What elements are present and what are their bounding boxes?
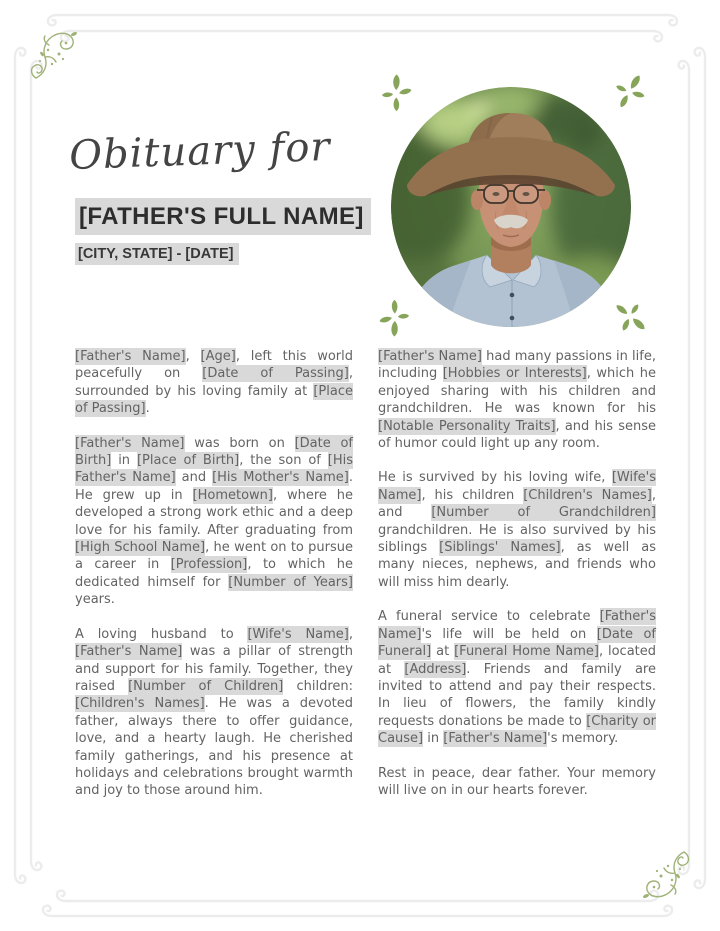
text-run: years. bbox=[75, 592, 115, 608]
text-run: , bbox=[185, 349, 201, 364]
text-run: , which he enjoyed sharing with his children and grandchildren. He was known for his bbox=[378, 366, 656, 417]
placeholder-highlight: [Father's Name] bbox=[443, 731, 548, 747]
text-run: , the son of bbox=[239, 453, 328, 469]
text-run: , and his sense of humor could light up any room. bbox=[378, 418, 656, 452]
placeholder-highlight: [Children's Names] bbox=[75, 696, 205, 712]
placeholder-highlight: [Father's Name] bbox=[378, 349, 482, 364]
text-run: 's memory. bbox=[547, 731, 619, 747]
text-run: in bbox=[423, 731, 444, 747]
text-run: . He was a devoted father, always there to offer guidance, love, and a hearty laugh. He cherished family gatherings, and his presence at holidays and celebrations brought warmth and joy to those around him. bbox=[75, 696, 353, 799]
obituary-paragraph bbox=[378, 765, 656, 800]
text-run: grandchildren. He is also survived by his siblings bbox=[378, 522, 656, 556]
obituary-column-left bbox=[75, 348, 353, 817]
deceased-name-heading bbox=[75, 203, 371, 231]
placeholder-highlight: [Hobbies or Interests] bbox=[442, 366, 587, 382]
placeholder-highlight: [Funeral Home Name] bbox=[454, 644, 599, 660]
placeholder-highlight: [Date of Passing] bbox=[202, 366, 349, 382]
placeholder-highlight: [Charity or Cause] bbox=[378, 713, 656, 747]
text-run: , bbox=[348, 626, 354, 642]
placeholder-highlight: [His Mother's Name] bbox=[212, 470, 349, 486]
text-run: , and bbox=[378, 487, 656, 521]
text-run: , where he developed a strong work ethic and a deep love for his family. After graduating from bbox=[75, 487, 354, 538]
leaf-sprig-icon-bottom-left bbox=[373, 296, 416, 341]
text-run: , surrounded by his loving family at bbox=[75, 366, 353, 399]
text-run: 's life will be held on bbox=[421, 626, 597, 642]
portrait-photo-image bbox=[391, 87, 631, 327]
placeholder-highlight: [Father's Name] bbox=[75, 349, 186, 364]
placeholder-highlight: [Father's Name] bbox=[75, 435, 185, 451]
city-date-placeholder-highlight: [CITY, STATE] - [DATE] bbox=[75, 243, 239, 265]
placeholder-highlight: [Siblings' Names] bbox=[439, 540, 561, 556]
text-run: and bbox=[175, 470, 213, 486]
obituary-paragraph bbox=[75, 626, 353, 800]
leaf-sprig-icon-bottom-right bbox=[611, 300, 650, 335]
placeholder-highlight: [Notable Personality Traits] bbox=[378, 418, 556, 434]
placeholder-highlight: [Profession] bbox=[170, 557, 248, 573]
text-run: , he went on to pursue a career in bbox=[75, 540, 354, 573]
text-run: . Friends and family are invited to attend and pay their respects. In lieu of flowers, the family kindly requests donations be made to bbox=[378, 661, 656, 729]
text-run: He is survived by his loving wife, bbox=[378, 470, 612, 486]
placeholder-highlight: [Children's Names] bbox=[523, 487, 652, 503]
text-run: A loving husband to bbox=[75, 626, 248, 642]
placeholder-highlight: [Number of Years] bbox=[228, 574, 353, 590]
placeholder-highlight: [Date of Funeral] bbox=[378, 626, 657, 660]
text-run: . He grew up in bbox=[75, 470, 353, 503]
leaf-sprig-icon-top-right bbox=[615, 74, 645, 109]
placeholder-highlight: [Number of Children] bbox=[128, 678, 284, 694]
text-run: had many passions in life, including bbox=[378, 349, 656, 382]
text-run: in bbox=[111, 453, 137, 469]
placeholder-highlight: [Place of Birth] bbox=[136, 453, 240, 469]
corner-flourish-icon-top-left bbox=[32, 31, 78, 78]
obituary-paragraph bbox=[378, 469, 656, 591]
portrait-photo bbox=[391, 87, 631, 327]
text-run: , his children bbox=[421, 487, 524, 503]
placeholder-highlight: [Place of Passing] bbox=[75, 383, 353, 417]
placeholder-highlight: [Age] bbox=[200, 349, 236, 364]
text-run: was a pillar of strength and support for his family. Together, they raised bbox=[75, 644, 354, 694]
text-run: . bbox=[145, 401, 150, 417]
text-run: children: bbox=[283, 678, 353, 694]
text-run: Rest in peace, dear father. Your memory will live on in our hearts forever. bbox=[378, 765, 656, 798]
script-title: Obituary for bbox=[68, 123, 332, 179]
placeholder-highlight: [Date of Birth] bbox=[75, 435, 354, 469]
text-run: , as well as many nieces, nephews, and friends who will miss him dearly. bbox=[378, 540, 656, 590]
leaf-sprig-icon-top-left bbox=[375, 70, 418, 115]
obituary-paragraph bbox=[378, 348, 656, 452]
text-run: was born on bbox=[184, 435, 295, 451]
placeholder-highlight: [Number of Grandchildren] bbox=[431, 505, 656, 521]
placeholder-highlight: [Father's Name] bbox=[378, 609, 656, 642]
text-run: A funeral service to celebrate bbox=[378, 609, 600, 625]
placeholder-highlight: [Address] bbox=[404, 661, 467, 677]
placeholder-highlight: [His Father's Name] bbox=[75, 453, 353, 486]
obituary-paragraph bbox=[75, 348, 353, 418]
name-placeholder-highlight: [FATHER'S FULL NAME] bbox=[75, 198, 371, 235]
placeholder-highlight: [Wife's Name] bbox=[247, 626, 349, 642]
text-run: at bbox=[431, 644, 455, 660]
obituary-paragraph bbox=[378, 608, 656, 747]
placeholder-highlight: [Wife's Name] bbox=[378, 470, 656, 503]
obituary-paragraph bbox=[75, 435, 353, 609]
placeholder-highlight: [High School Name] bbox=[75, 540, 206, 556]
text-run: , located at bbox=[378, 644, 657, 677]
placeholder-highlight: [Father's Name] bbox=[75, 644, 183, 660]
city-date-line bbox=[75, 246, 239, 262]
text-run: , left this world peacefully on bbox=[75, 349, 353, 382]
corner-flourish-icon-bottom-right bbox=[642, 852, 688, 899]
placeholder-highlight: [Hometown] bbox=[192, 487, 273, 503]
text-run: , to which he dedicated himself for bbox=[75, 557, 353, 590]
obituary-column-right bbox=[378, 348, 656, 816]
